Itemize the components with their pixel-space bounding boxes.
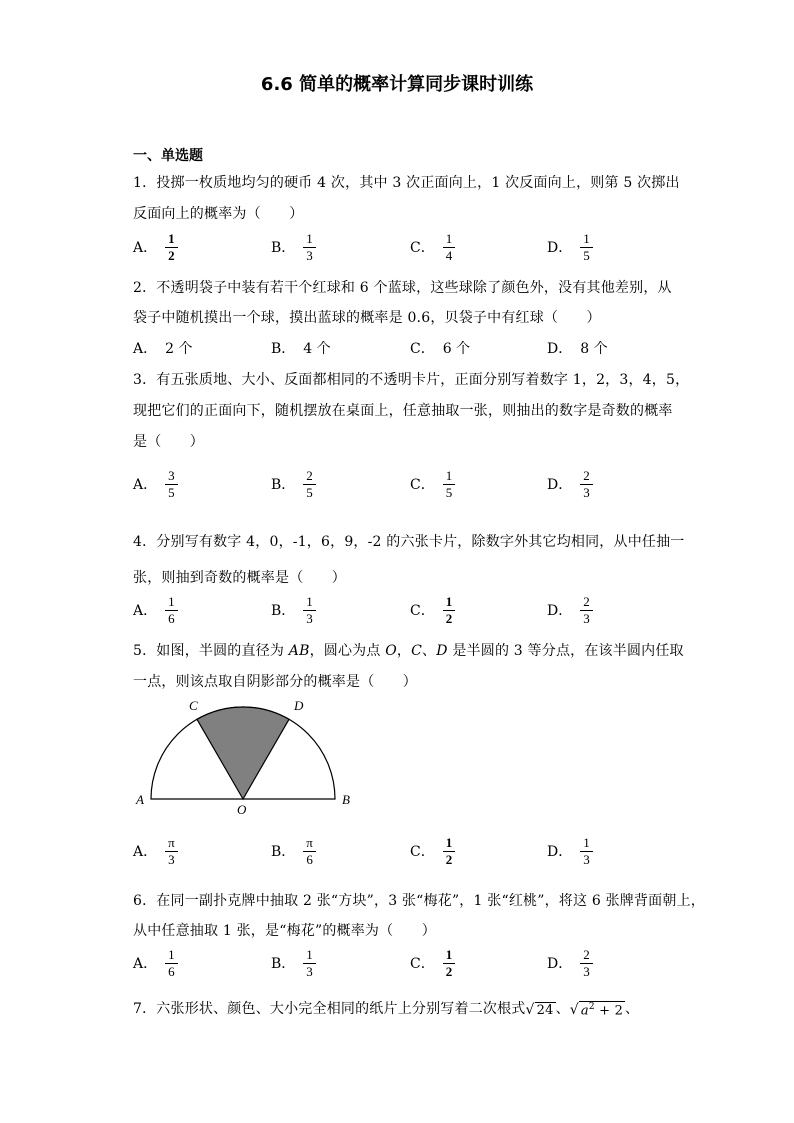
q5-line1: 5．如图，半圆的直径为 AB，圆心为点 O，C、D 是半圆的 3 等分点，在该半圆内任取 [133,643,684,659]
fraction-numerator: 1 [303,594,316,611]
option-letter: B． [271,240,296,256]
option-fraction [165,468,178,501]
fraction-numerator: 1 [165,231,178,248]
option-letter: C． [410,341,435,357]
label-c: C [189,698,198,713]
fraction-numerator: 2 [303,468,316,485]
fraction-denominator: 5 [583,247,590,263]
q6-options [133,945,633,985]
q3-line1: 3．有五张质地、大小、反面都相同的不透明卡片，正面分别写着数字 1，2，3，4，5， [133,372,690,388]
fraction-denominator: 2 [445,851,453,867]
option-fraction [165,594,178,627]
fraction-numerator: 1 [443,231,456,248]
option-letter: C． [410,956,435,972]
option-c [410,945,455,981]
option-fraction [303,835,316,868]
option-letter: A． [133,956,158,972]
q2-line1: 2．不透明袋子中装有若干个红球和 6 个蓝球，这些球除了颜色外，没有其他差别，从 [133,280,672,296]
option-c [410,833,455,869]
option-letter: A． [133,844,158,860]
label-a: A [136,792,144,807]
fraction-denominator: 3 [306,247,313,263]
option-letter: B． [271,603,296,619]
fraction-numerator: π [303,835,316,852]
option-a [133,466,178,502]
q5-options [133,833,633,873]
label-o: O [237,802,247,817]
fraction-denominator: 6 [306,851,313,867]
option-text: 8 个 [580,341,608,357]
fraction-numerator: 2 [580,947,593,964]
q1-line2: 反面向上的概率为（ ） [133,206,304,222]
q6-line2: 从中任意抽取 1 张，是“梅花”的概率为（ ） [133,923,436,939]
fraction-denominator: 5 [168,484,175,500]
option-letter: C． [410,844,435,860]
option-b [271,338,331,358]
sqrt-24: √ 24 [525,1002,554,1018]
option-b [271,466,316,502]
option-letter: B． [271,844,296,860]
semicircle-figure [130,690,365,820]
option-fraction [165,835,178,868]
option-fraction [165,231,178,264]
section-heading: 一、单选题 [133,148,203,164]
q4-line1: 4．分别写有数字 4，0，-1，6，9，-2 的六张卡片，除数字外其它均相同，从中任抽一 [133,534,685,550]
fraction-numerator: 2 [580,594,593,611]
fraction-denominator: 3 [168,851,175,867]
option-fraction [580,468,593,501]
option-text: 6 个 [442,341,471,357]
option-c [410,592,455,628]
fraction-denominator: 6 [168,610,175,626]
fraction-denominator: 5 [445,484,453,500]
option-letter: D． [547,956,573,972]
sqrt-a2-plus-2: √ $a^2 + 2$ [569,1001,624,1018]
fraction-numerator: π [165,835,178,852]
option-fraction [165,947,178,980]
option-fraction [303,231,316,264]
fraction-denominator: 3 [306,963,313,979]
fraction-numerator: 3 [165,468,178,485]
option-c [410,466,455,502]
option-fraction [580,947,593,980]
option-fraction [303,947,316,980]
option-b [271,833,316,869]
option-fraction [580,835,593,868]
q4-line2: 张，则抽到奇数的概率是（ ） [133,570,346,586]
option-letter: C． [410,603,435,619]
option-letter: C． [410,240,435,256]
option-fraction [443,947,456,980]
option-fraction [303,468,316,501]
fraction-denominator: 3 [583,610,590,626]
fraction-numerator: 1 [303,231,316,248]
q5-line2: 一点，则该点取自阴影部分的概率是（ ） [133,674,417,690]
option-a [133,592,178,628]
q4-options [133,592,633,632]
q7-line1: 7．六张形状、颜色、大小完全相同的纸片上分别写着二次根式 √ 24 、 √ $a^2 + 2$ 、 [133,1001,640,1018]
option-d [547,338,608,358]
label-d: D [294,698,304,713]
option-text: 4 个 [303,341,331,357]
option-d [547,592,593,628]
option-letter: A． [133,477,158,493]
option-fraction [443,835,456,868]
option-fraction [580,231,593,264]
option-fraction [443,231,456,264]
option-fraction [443,468,456,501]
q6-line1: 6．在同一副扑克牌中抽取 2 张“方块”，3 张“梅花”，1 张“红桃”，将这 6 张牌背面朝上， [133,893,705,909]
fraction-denominator: 2 [168,247,175,263]
q1-options [133,229,633,269]
option-d [547,466,593,502]
option-letter: B． [271,477,296,493]
option-d [547,229,593,265]
fraction-denominator: 3 [583,484,590,500]
q3-line2: 现把它们的正面向下，随机摆放在桌面上，任意抽取一张，则抽出的数字是奇数的概率 [133,403,673,419]
fraction-numerator: 1 [443,835,456,852]
option-letter: C． [410,477,435,493]
fraction-denominator: 2 [445,610,453,626]
fraction-numerator: 1 [443,947,456,964]
option-letter: B． [271,956,296,972]
option-a [133,338,192,358]
fraction-denominator: 5 [306,484,313,500]
option-letter: D． [547,603,573,619]
option-letter: A． [133,603,158,619]
option-c [410,229,455,265]
q3-line3: 是（ ） [133,434,204,450]
fraction-denominator: 3 [583,851,590,867]
fraction-numerator: 1 [165,947,178,964]
fraction-denominator: 3 [306,610,313,626]
option-fraction [580,594,593,627]
fraction-numerator: 1 [580,835,593,852]
q1-line1: 1．投掷一枚质地均匀的硬币 4 次，其中 3 次正面向上，1 次反面向上，则第 5 次掷出 [133,175,680,191]
option-b [271,229,316,265]
shaded-sector [197,707,289,799]
fraction-denominator: 2 [445,963,453,979]
option-a [133,229,178,265]
option-fraction [443,594,456,627]
option-text: 2 个 [165,341,193,357]
option-letter: D． [547,341,573,357]
option-c [410,338,470,358]
option-letter: D． [547,844,573,860]
option-a [133,945,178,981]
option-d [547,833,593,869]
option-b [271,592,316,628]
fraction-numerator: 1 [165,594,178,611]
option-letter: A． [133,341,158,357]
fraction-denominator: 3 [583,963,590,979]
option-fraction [303,594,316,627]
fraction-denominator: 4 [445,247,453,263]
q2-line2: 袋子中随机摸出一个球，摸出蓝球的概率是 0.6，贝袋子中有红球（ ） [133,310,601,326]
option-letter: D． [547,477,573,493]
fraction-numerator: 1 [443,594,456,611]
option-letter: B． [271,341,296,357]
fraction-numerator: 2 [580,468,593,485]
fraction-denominator: 6 [168,963,175,979]
option-letter: A． [133,240,158,256]
q3-options [133,466,633,506]
fraction-numerator: 1 [303,947,316,964]
option-a [133,833,178,869]
option-letter: D． [547,240,573,256]
fraction-numerator: 1 [443,468,456,485]
option-b [271,945,316,981]
option-d [547,945,593,981]
label-b: B [342,792,350,807]
page-title: 6.6 简单的概率计算同步课时训练 [260,74,534,95]
fraction-numerator: 1 [580,231,593,248]
